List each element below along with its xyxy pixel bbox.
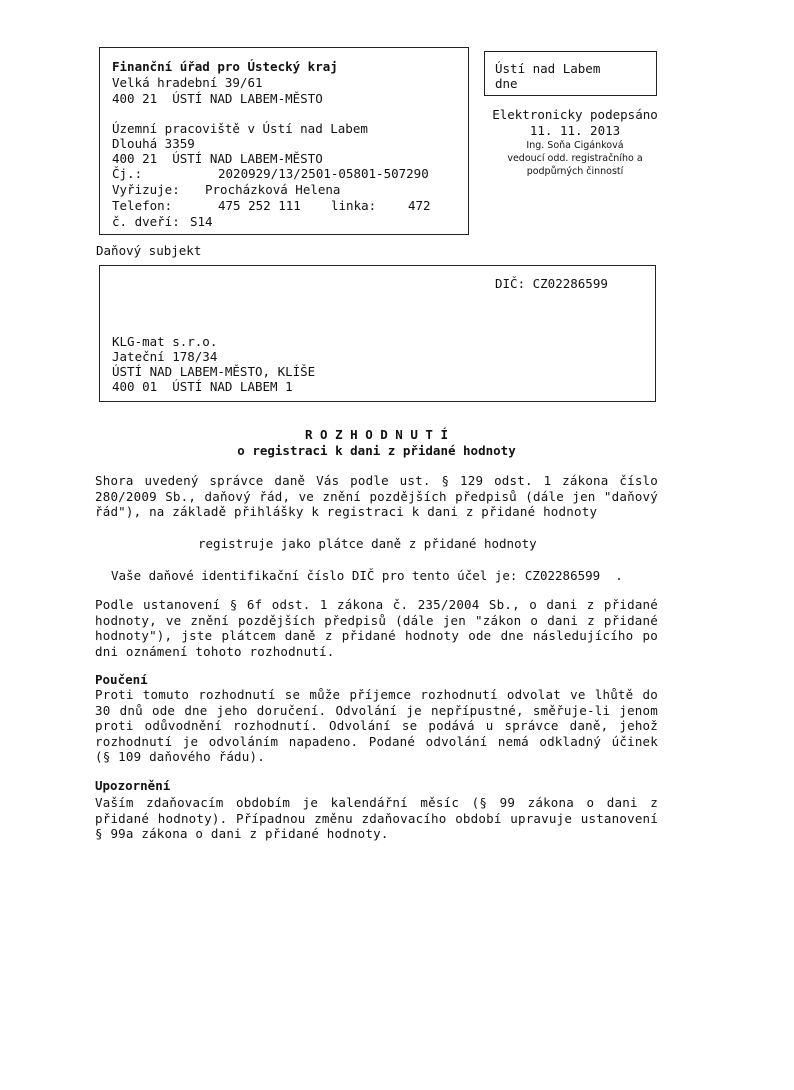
subject-company: KLG-mat s.r.o.: [112, 334, 218, 349]
door-label: č. dveří:: [112, 214, 180, 229]
decision-title: R O Z H O D N U T Í: [305, 427, 448, 442]
subject-city: ÚSTÍ NAD LABEM-MĚSTO, KLÍŠE: [112, 364, 316, 379]
decision-paragraph-2: Podle ustanovení § 6f odst. 1 zákona č. 235/2004 Sb., o dani z přidané hodnoty, ve znění pozdějších předpisů (dále jen "zákon o dani z přidané hodnoty"), jste plátcem daně z přidané hodnoty ode dne následujícího po dni oznámení tohoto rozhodnutí.: [95, 597, 658, 659]
decision-intro: Shora uvedený správce daně Vás podle ust. § 129 odst. 1 zákona číslo 280/2009 Sb., daňový řád, ve znění pozdějších předpisů (dále jen "daňový řád"), na základě přihlášky k registraci k dani z přidané hodnoty: [95, 473, 658, 519]
place-name: Ústí nad Labem: [495, 61, 601, 76]
branch-city: 400 21 ÚSTÍ NAD LABEM-MĚSTO: [112, 151, 323, 166]
phone-value: 475 252 111: [218, 198, 301, 213]
cj-value: 2020929/13/2501-05801-507290: [218, 166, 429, 181]
subject-dic: DIČ: CZ02286599: [495, 276, 608, 291]
handler-value: Procházková Helena: [205, 182, 341, 197]
subject-street: Jateční 178/34: [112, 349, 218, 364]
office-city: 400 21 ÚSTÍ NAD LABEM-MĚSTO: [112, 91, 323, 106]
decision-ruling: registruje jako plátce daně z přidané hodnoty: [198, 536, 537, 551]
ext-value: 472: [408, 198, 431, 213]
cj-label: Čj.:: [112, 166, 143, 181]
subject-zip-city: 400 01 ÚSTÍ NAD LABEM 1: [112, 379, 293, 394]
signature-label: Elektronicky podepsáno: [492, 107, 658, 122]
instruction-heading: Poučení: [95, 672, 148, 687]
branch-name: Územní pracoviště v Ústí nad Labem: [112, 121, 368, 136]
date-label: dne: [495, 76, 518, 91]
signature-name: Ing. Soňa Cigánková: [526, 140, 624, 151]
signature-role-1: vedoucí odd. registračního a: [507, 153, 643, 164]
ext-label: linka:: [331, 198, 377, 213]
signature-date: 11. 11. 2013: [529, 123, 621, 138]
instruction-text: Proti tomuto rozhodnutí se může příjemce rozhodnutí odvolat ve lhůtě do 30 dnů ode dne jeho doručení. Odvolání je nepřípustné, směřuje-li jenom proti odůvodnění rozhodnutí. Odvolání se podává u správce daně, jehož rozhodnutí je odvoláním napadeno. Podané odvolání nemá odkladný účinek (§ 109 daňového řádu).: [95, 687, 658, 764]
handler-label: Vyřizuje:: [112, 182, 180, 197]
decision-subtitle: o registraci k dani z přidané hodnoty: [237, 443, 516, 458]
office-street: Velká hradební 39/61: [112, 75, 263, 90]
branch-street: Dlouhá 3359: [112, 136, 195, 151]
notice-heading: Upozornění: [95, 778, 171, 793]
notice-text: Vaším zdaňovacím obdobím je kalendářní měsíc (§ 99 zákona o dani z přidané hodnoty). Případnou změnu zdaňovacího období upravuje ustanovení § 99a zákona o dani z přidané hodnoty.: [95, 795, 658, 841]
office-name: Finanční úřad pro Ústecký kraj: [112, 59, 338, 74]
subject-label: Daňový subjekt: [96, 243, 202, 258]
signature-role-2: podpůrných činností: [526, 166, 624, 177]
door-value: S14: [190, 214, 213, 229]
phone-label: Telefon:: [112, 198, 173, 213]
decision-dic-line: Vaše daňové identifikační číslo DIČ pro tento účel je: CZ02286599 .: [111, 568, 623, 583]
